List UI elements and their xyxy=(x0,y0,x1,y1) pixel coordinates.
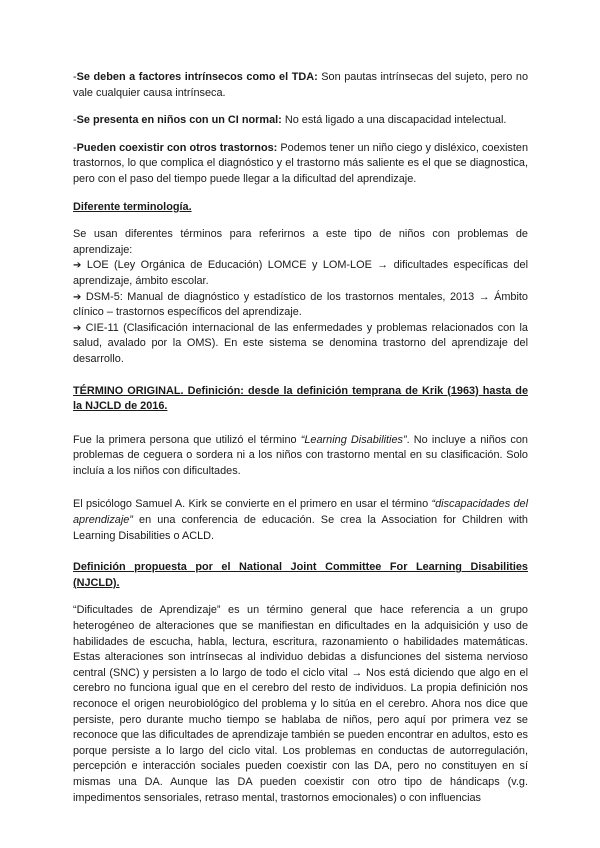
terminology-item-text: LOE (Ley Orgánica de Educación) LOMCE y LOM-LOE → dificultades específicas del aprendizaje, ámbito escolar. xyxy=(73,259,528,287)
bullet-intrinsic-factors xyxy=(73,70,528,101)
paragraph-njcld-definition: “Dificultades de Aprendizaje” es un término general que hace referencia a un grupo heterogéneo de alteraciones que se manifiestan en dificultades en la adquisición y uso de habilidades de escucha, habla, lectura, escritura, razonamiento o habilidades matemáticas. Estas alteraciones son intrínsecas al individuo debidas a disfunciones del sistema nervioso central (SNC) y persisten a lo largo de todo el ciclo vital → Nos está diciendo que algo en el cerebro no funciona igual que en el cerebro del resto de individuos. La propia definición nos reconoce el origen neurobiológico del problema y lo sitúa en el cerebro. Ahora nos dice que persiste, pero durante mucho tiempo se hablaba de niños, pero aquí por primera vez se reconoce que las dificultades de aprendizaje también se pueden encontrar en adultos, esto es porque persiste a lo largo del ciclo vital. Los problemas en conductas de autorregulación, percepción e interacción sociales pueden coexistir con las DA, pero no constituyen en sí mismas una DA. Aunque las DA pueden coexistir con otro tipo de hándicaps (v.g. impedimentos sensoriales, retraso mental, trastornos emocionales) o con influencias xyxy=(73,604,528,804)
italic-term: “Learning Disabilities” xyxy=(300,433,407,446)
bullet-text: Podemos tener un niño ciego y disléxico, coexisten trastornos, lo que complica el diagnóstico y el trastorno más saliente es el que se diagnostica, pero con el paso del tiempo puede llegar a la dificultad del aprendizaje. xyxy=(73,141,528,185)
arrow-icon: ➔ xyxy=(73,322,82,334)
terminology-item-text: DSM-5: Manual de diagnóstico y estadístico de los trastornos mentales, 2013 → Ámbito clínico – trastornos específicos del aprendizaje. xyxy=(73,290,528,319)
bullet-prefix: - xyxy=(73,141,77,154)
section-heading-njcld: Definición propuesta por el National Joint Committee For Learning Disabilities (NJCLD). xyxy=(73,561,528,589)
italic-term: “discapacidades del aprendizaje” xyxy=(73,498,528,527)
terminology-item-text: CIE-11 (Clasificación internacional de las enfermedades y problemas relacionados con la salud, avalado por la OMS). En este sistema se denomina trastorno del aprendizaje del desarrollo. xyxy=(73,321,528,365)
arrow-icon: ➔ xyxy=(73,291,82,303)
bullet-bold-lead: Pueden coexistir con otros trastornos: xyxy=(76,141,278,154)
text-run: Fue la primera persona que utilizó el término xyxy=(73,433,301,446)
document-page xyxy=(73,70,528,806)
bullet-bold-lead: Se deben a factores intrínsecos como el TDA: xyxy=(76,71,318,83)
bullet-coexist xyxy=(73,141,528,188)
paragraph-first-person xyxy=(73,433,528,480)
text-run: El psicólogo Samuel A. Kirk se convierte en el primero en usar el término xyxy=(73,498,432,511)
section-heading-original-term: TÉRMINO ORIGINAL. Definición: desde la definición temprana de Krik (1963) hasta de la NJCLD de 2016. xyxy=(73,384,528,413)
bullet-bold-lead: Se presenta en niños con un CI normal: xyxy=(76,114,282,127)
terminology-intro: Se usan diferentes términos para referirnos a este tipo de niños con problemas de aprendizaje: xyxy=(73,228,528,256)
paragraph-kirk xyxy=(73,497,528,544)
section-heading-terminology: Diferente terminología. xyxy=(73,200,192,213)
terminology-item-dsm5 xyxy=(73,290,528,321)
bullet-text: Son pautas intrínsecas del sujeto, pero no vale cualquier causa intrínseca. xyxy=(73,71,528,99)
text-run: . No incluye a niños con problemas de ceguera o sordera ni a los niños con trastorno mental en su clasificación. Solo incluía a los niños con dificultades. xyxy=(73,433,528,477)
bullet-text: No está ligado a una discapacidad intelectual. xyxy=(281,114,507,127)
bullet-prefix: - xyxy=(73,71,77,83)
bullet-prefix: - xyxy=(73,114,77,127)
bullet-normal-iq xyxy=(73,113,528,129)
text-run: en una conferencia de educación. Se crea la Association for Children with Learning Disabilities o ACLD. xyxy=(73,514,528,542)
terminology-item-cie11 xyxy=(73,321,528,368)
terminology-item-loe xyxy=(73,258,528,289)
arrow-icon: ➔ xyxy=(73,260,82,272)
